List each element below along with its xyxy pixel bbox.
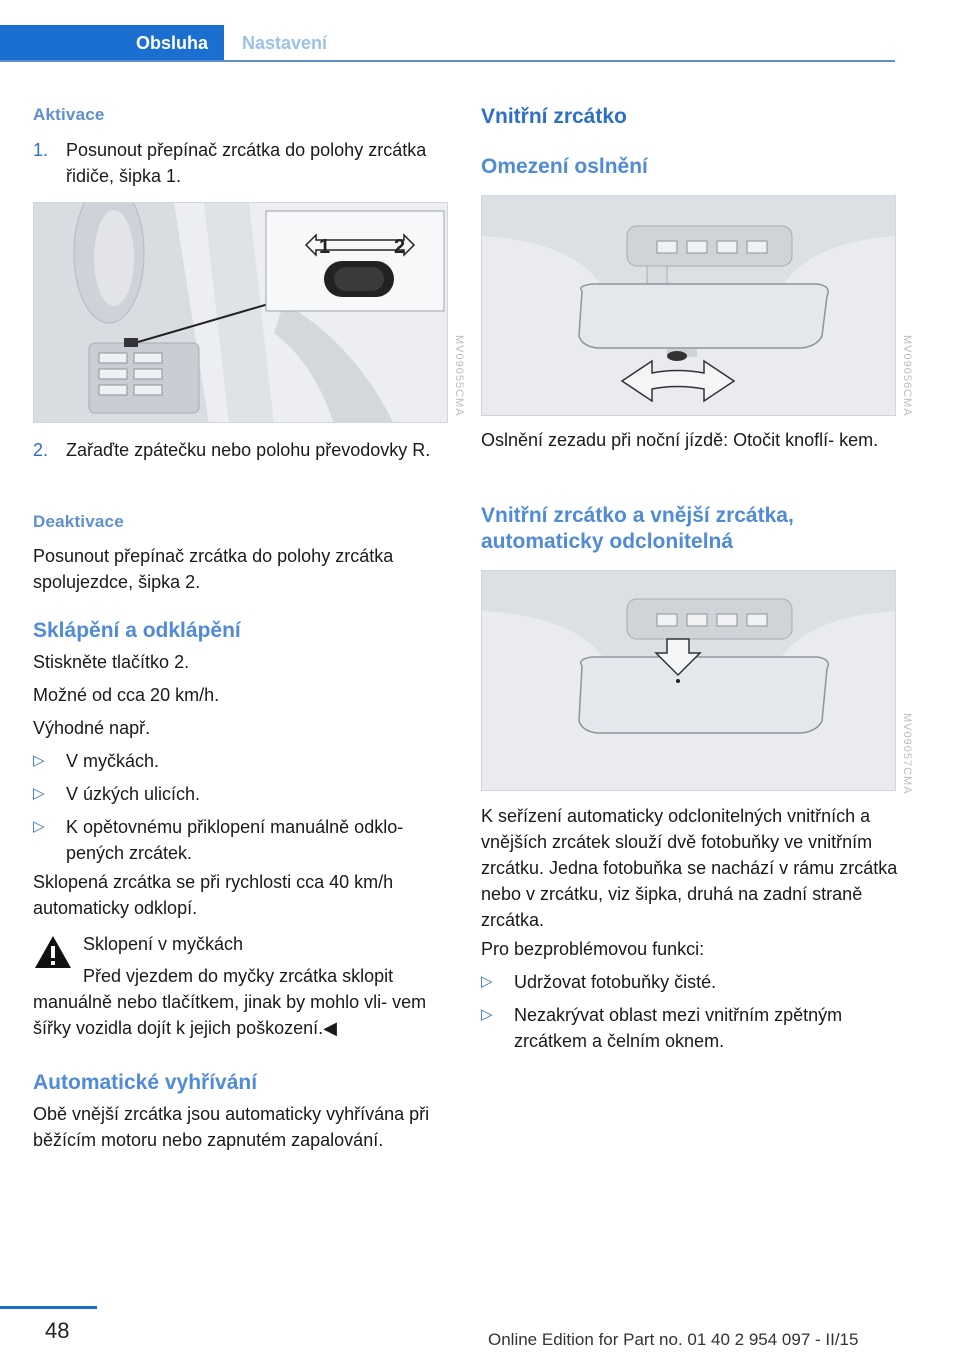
bullet-triangle-icon: ▷ [33,818,45,835]
list-item [481,969,896,995]
fold-p1: Stiskněte tlačítko 2. [33,652,190,672]
auto-dimming-mirror-illustration [482,571,896,791]
list-item-text: V myčkách. [66,751,160,771]
function-intro: Pro bezproblémovou funkci: [481,939,705,959]
fold-p2: Možné od cca 20 km/h. [33,685,220,705]
figure-mirror-switch [33,202,448,423]
step-1-number: 1. [33,140,49,160]
auto-dimming-heading: Vnitřní zrcátko a vnější zrcátka, automaticky odclonitelná [481,504,794,553]
tab-obsluha[interactable]: Obsluha [0,25,224,62]
list-item-text: K opětovnému přiklopení manuálně odklo‐ pených zrcátek. [66,817,404,863]
list-item [33,748,448,774]
deactivation-text: Posunout přepínač zrcátka do polohy zrcátka spolujezdce, šipka 2. [33,546,394,592]
figure1-label-2: 2 [394,236,406,258]
bullet-triangle-icon: ▷ [33,752,45,769]
header-tabs [0,25,895,62]
warning-text: Před vjezdem do myčky zrcátka sklopit manuálně nebo tlačítkem, jinak by mohlo vli‐ vem šířky vozidla dojít k jejich poškození.◀ [33,966,427,1038]
inner-mirror-heading: Vnitřní zrcátko [481,105,627,128]
glare-heading: Omezení oslnění [481,155,648,178]
list-item-text: Udržovat fotobuňky čisté. [514,972,717,992]
fold-p4: Sklopená zrcátka se při rychlosti cca 40 km/h automaticky odklopí. [33,872,394,918]
heat-heading: Automatické vyhřívání [33,1071,258,1094]
fold-p3: Výhodné např. [33,718,151,738]
step-1-text: Posunout přepínač zrcátka do polohy zrcátka řidiče, šipka 1. [66,140,427,186]
activation-heading: Aktivace [33,105,105,124]
list-item [33,781,448,807]
figure1-code: MV09055CMA [453,335,465,417]
tab-nastaveni[interactable]: Nastavení [242,33,328,53]
figure2-code: MV09056CMA [901,335,913,417]
step-2-text: Zařaďte zpátečku nebo polohu převodovky R. [66,440,431,460]
list-item-text: Nezakrývat oblast mezi vnitřním zpětným zrcátkem a čelním oknem. [514,1005,843,1051]
warning-title: Sklopení v myčkách [83,934,244,954]
deactivation-heading: Deaktivace [33,512,124,531]
list-item-text: V úzkých ulicích. [66,784,201,804]
bullet-triangle-icon: ▷ [33,785,45,802]
glare-text: Oslnění zezadu při noční jízdě: Otočit knoflí‐ kem. [481,430,879,450]
header-rule [0,60,895,62]
figure1-label-1: 1 [319,236,331,258]
figure-auto-dimming-mirror [481,570,896,791]
inner-mirror-knob-illustration [482,196,896,416]
fold-heading: Sklápění a odklápění [33,619,241,642]
list-item [33,814,448,866]
bullet-triangle-icon: ▷ [481,1006,493,1023]
figure-inner-mirror-knob [481,195,896,416]
page-number: 48 [45,1318,70,1343]
heat-text: Obě vnější zrcátka jsou automaticky vyhřívána při běžícím motoru nebo zapnutém zapalování. [33,1104,430,1150]
figure3-code: MV09057CMA [901,713,913,795]
auto-dimming-text: K seřízení automaticky odclonitelných vnitřních a vnějších zrcátek slouží dvě fotobuňky ve vnitřním zrcátku. Jedna fotobuňka se nachází v rámu zrcátka nebo v zrcátku, viz šipka, druhá na zadní straně zrcátka. [481,806,898,930]
edition-text: Online Edition for Part no. 01 40 2 954 097 - II/15 [488,1330,859,1349]
footer-rule [0,1306,97,1309]
step-1 [33,137,433,189]
bullet-triangle-icon: ▷ [481,973,493,990]
list-item [481,1002,896,1054]
mirror-switch-illustration [34,203,448,423]
step-2 [33,437,448,463]
step-2-number: 2. [33,440,49,460]
